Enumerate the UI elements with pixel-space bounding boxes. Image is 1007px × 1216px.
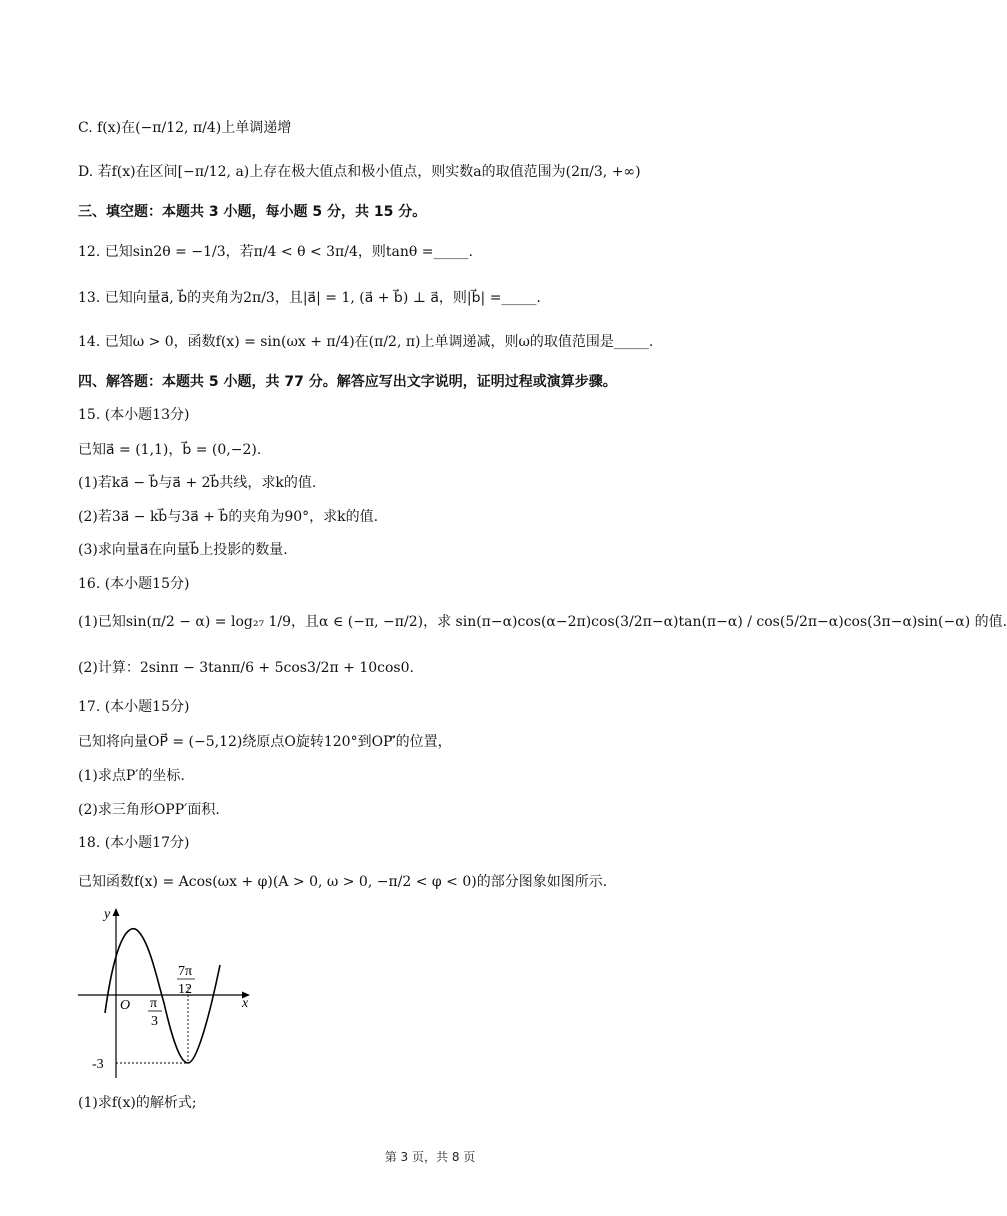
text-line: (1)若ka⃗ − b⃗与a⃗ + 2b⃗共线，求k的值. bbox=[78, 475, 317, 491]
text-line: 已知a⃗ = (1,1)，b⃗ = (0,−2). bbox=[78, 442, 262, 458]
section-heading: 三、填空题：本题共 3 小题，每小题 5 分，共 15 分。 bbox=[78, 204, 427, 220]
y-axis-label: y bbox=[104, 907, 111, 922]
min-value-label: -3 bbox=[92, 1057, 104, 1072]
text-line: (2)计算：2sinπ − 3tanπ/6 + 5cos3/2π + 10cos0. bbox=[78, 660, 414, 676]
tick-7pi12-num: 7π bbox=[178, 964, 193, 979]
text-line: 18. (本小题17分) bbox=[78, 835, 190, 851]
section-heading: 四、解答题：本题共 5 小题，共 77 分。解答应写出文字说明，证明过程或演算步骤。 bbox=[78, 374, 617, 390]
text-line: 12. 已知sin2θ = −1/3，若π/4 < θ < 3π/4，则tanθ =_____. bbox=[78, 244, 473, 260]
cosine-curve bbox=[105, 929, 220, 1063]
text-line: 16. (本小题15分) bbox=[78, 576, 190, 592]
y-axis-arrow bbox=[113, 908, 120, 916]
tick-pi3-num: π bbox=[150, 996, 158, 1011]
text-line: C. f(x)在(−π/12, π/4)上单调递增 bbox=[78, 120, 292, 136]
function-graph bbox=[78, 903, 258, 1083]
tick-pi3-den: 3 bbox=[151, 1014, 158, 1029]
tick-7pi12-den: 12 bbox=[178, 982, 192, 997]
text-line: (2)若3a⃗ − kb⃗与3a⃗ + b⃗的夹角为90°，求k的值. bbox=[78, 509, 379, 525]
text-line: 17. (本小题15分) bbox=[78, 699, 190, 715]
text-line: 已知将向量OP⃗ = (−5,12)绕原点O旋转120°到OP′⃗的位置， bbox=[78, 734, 452, 750]
text-line: (2)求三角形OPP′面积. bbox=[78, 802, 220, 818]
page-footer: 第 3 页，共 8 页 bbox=[384, 1150, 476, 1164]
text-line: (1)求f(x)的解析式; bbox=[78, 1095, 197, 1111]
x-axis-label: x bbox=[242, 996, 249, 1011]
text-line: 已知函数f(x) = Acos(ωx + φ)(A > 0, ω > 0, −π/2 < φ < 0)的部分图象如图所示. bbox=[78, 874, 608, 890]
text-line: (1)已知sin(π/2 − α) = log₂₇ 1/9，且α ∈ (−π, −π/2)，求 sin(π−α)cos(α−2π)cos(3/2π−α)tan(π−α) / cos(5/2π−α)cos(3π−α)sin(−α) 的值. bbox=[78, 614, 1007, 630]
text-line: (1)求点P′的坐标. bbox=[78, 768, 185, 784]
text-line: (3)求向量a⃗在向量b⃗上投影的数量. bbox=[78, 542, 288, 558]
text-line: 13. 已知向量a⃗, b⃗的夹角为2π/3，且|a⃗| = 1, (a⃗ + b⃗) ⊥ a⃗，则|b⃗| =_____. bbox=[78, 290, 541, 306]
origin-label: O bbox=[120, 998, 131, 1013]
text-line: 15. (本小题13分) bbox=[78, 407, 190, 423]
text-line: 14. 已知ω > 0，函数f(x) = sin(ωx + π/4)在(π/2, π)上单调递减，则ω的取值范围是_____. bbox=[78, 334, 654, 350]
text-line: D. 若f(x)在区间[−π/12, a)上存在极大值点和极小值点，则实数a的取值范围为(2π/3, +∞) bbox=[78, 164, 641, 180]
